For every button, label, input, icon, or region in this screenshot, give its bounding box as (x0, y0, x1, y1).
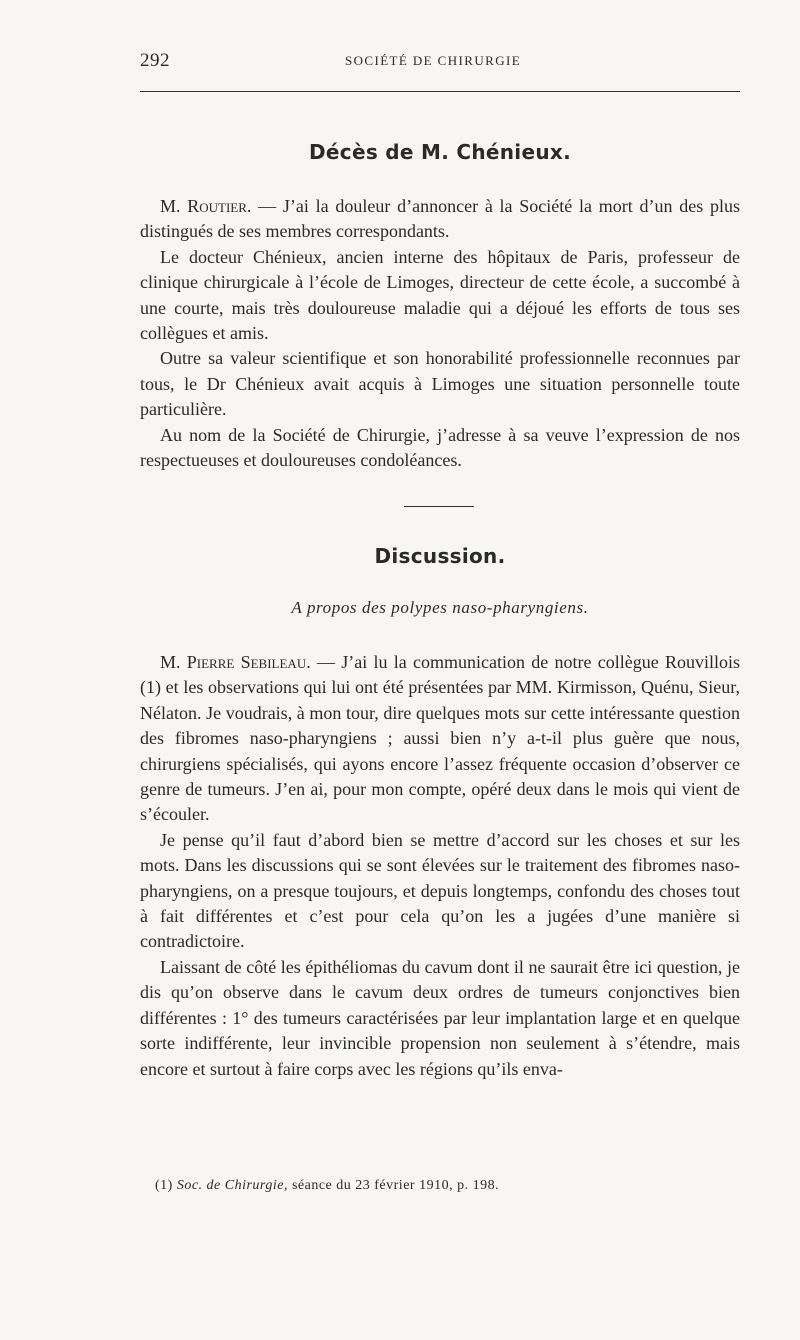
paragraph: Le docteur Chénieux, ancien interne des hôpitaux de Paris, professeur de clinique chirurgicale à l’école de Limoges, directeur de cette école, a succombé à une courte, mais très douloureuse maladie qui a déjoué les efforts de tous ses collègues et amis. (140, 246, 740, 344)
paragraph: Au nom de la Société de Chirurgie, j’adresse à sa veuve l’expression de nos respectueuses et douloureuses condoléances. (140, 424, 740, 471)
paragraph: Outre sa valeur scientifique et son honorabilité professionnelle reconnues par tous, le Dr Chénieux avait acquis à Limoges une situation personnelle toute particulière. (140, 348, 740, 420)
speaker-name: M. Pierre Sebileau. (160, 652, 311, 672)
section-heading-discussion-block (140, 544, 740, 568)
running-head (140, 50, 740, 74)
paragraph: Je pense qu’il faut d’abord bien se mettre d’accord sur les choses et sur les mots. Dans les discussions qui se sont élevées sur le traitement des fibromes naso-pharyngiens, on a presque toujours, et depuis longtemps, confondu des choses tout à fait différentes et c’est pour cela qu’on les a jugées d’une manière si contradictoire. (140, 829, 740, 952)
paragraph-text: — J’ai lu la communication de notre collègue Rouvillois (1) et les observations qui lui ont été présentées par MM. Kirmisson, Quénu, Sieur, Nélaton. Je voudrais, à mon tour, dire quelques mots sur cette intéressante question des fibromes naso-pharyngiens ; aussi bien n’y a-t-il plus guère que nous, chirurgiens spécialisés, qui ayons encore l’assez fréquente occasion d’observer ce genre de tumeurs. J’en ai, pour mon compte, opéré deux dans le mois qui vient de s’écouler. (140, 652, 740, 825)
paragraph: Laissant de côté les épithéliomas du cavum dont il ne saurait être ici question, je dis qu’on observe dans le cavum deux ordres de tumeurs conjonctives bien différentes : 1° des tumeurs caractérisées par leur implantation large et en quelque sorte indifférente, leur invincible propension non seulement à s’étendre, mais encore et surtout à faire corps avec les régions qu’ils enva- (140, 956, 740, 1079)
running-title: SOCIÉTÉ DE CHIRURGIE (345, 53, 522, 68)
speaker-name: M. Routier. (160, 196, 252, 216)
subheading-block (140, 598, 740, 618)
section-separator (404, 506, 474, 507)
footnote (155, 1178, 755, 1194)
footnote-source-title: Soc. de Chirurgie (176, 1178, 284, 1193)
section-heading: Décès de M. Chénieux. (309, 140, 571, 164)
section-discussion-body (140, 650, 740, 1082)
section-heading: Discussion. (374, 544, 506, 568)
footnote-text: , séance du 23 février 1910, p. 198. (283, 1178, 500, 1193)
section-deces-body (140, 194, 740, 473)
paragraph (140, 194, 740, 245)
subheading: A propos des polypes naso-pharyngiens. (291, 598, 589, 617)
header-rule (140, 91, 740, 92)
section-heading-deces-block (140, 140, 740, 164)
page-number: 292 (140, 50, 170, 71)
paragraph (140, 650, 740, 828)
footnote-marker: (1) (155, 1178, 173, 1193)
paragraph-text: — J’ai la douleur d’annoncer à la Société la mort d’un des plus distingués de ses membres correspondants. (140, 196, 740, 242)
